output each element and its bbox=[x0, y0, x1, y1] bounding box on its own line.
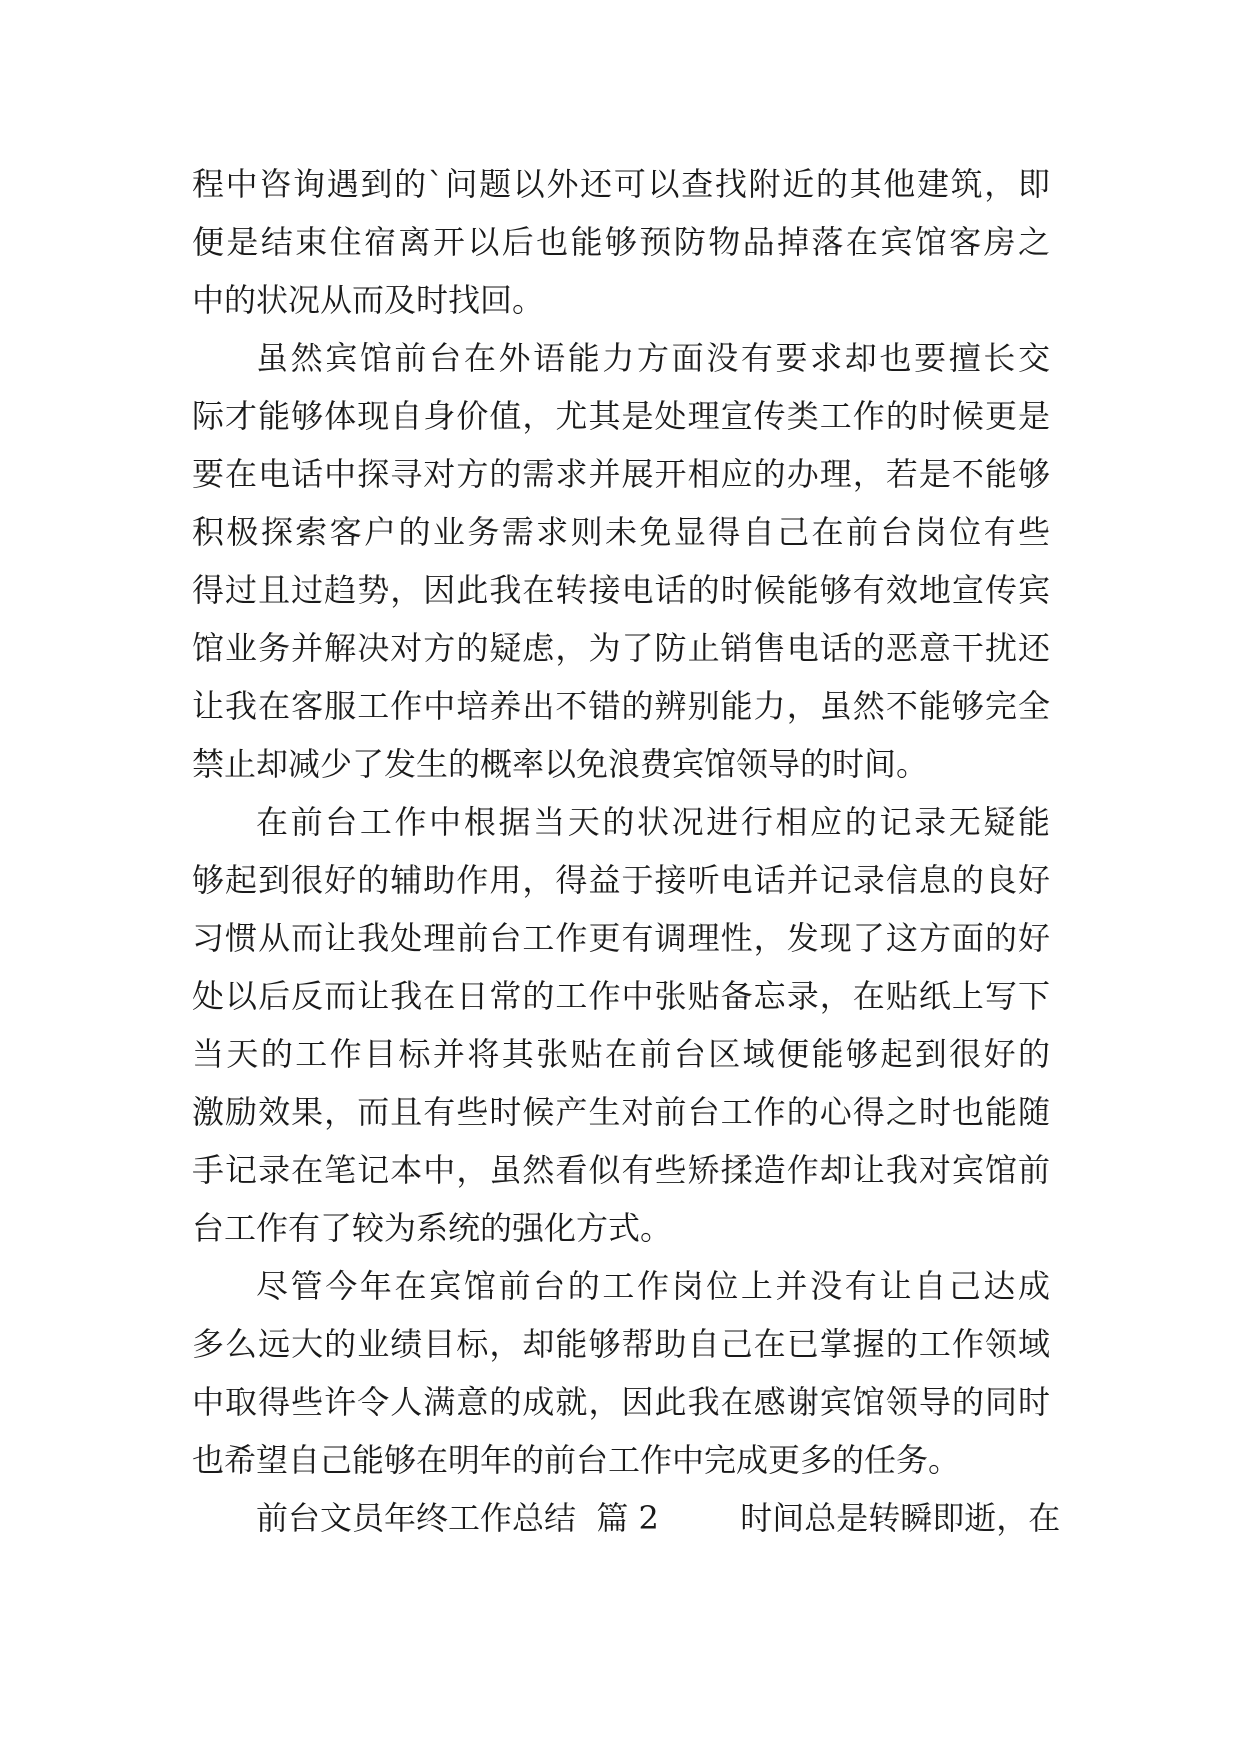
body-text-line: 中取得些许令人满意的成就，因此我在感谢宾馆领导的同时 bbox=[192, 1383, 1050, 1421]
body-text-line: 要在电话中探寻对方的需求并展开相应的办理，若是不能够 bbox=[192, 455, 1050, 493]
body-text-line: 中的状况从而及时找回。 bbox=[192, 281, 545, 319]
body-text-line: 馆业务并解决对方的疑虑，为了防止销售电话的恶意干扰还 bbox=[192, 629, 1050, 667]
body-text-line: 多么远大的业绩目标，却能够帮助自己在已掌握的工作领域 bbox=[192, 1325, 1050, 1363]
paragraph-first-line: 尽管今年在宾馆前台的工作岗位上并没有让自己达成 bbox=[256, 1267, 1050, 1305]
body-text-line: 得过且过趋势，因此我在转接电话的时候能够有效地宣传宾 bbox=[192, 571, 1050, 609]
body-text-line: 处以后反而让我在日常的工作中张贴备忘录，在贴纸上写下 bbox=[192, 977, 1050, 1015]
body-text-line: 禁止却减少了发生的概率以免浪费宾馆领导的时间。 bbox=[192, 745, 929, 783]
body-text-line: 积极探索客户的业务需求则未免显得自己在前台岗位有些 bbox=[192, 513, 1050, 551]
body-text-line: 够起到很好的辅助作用，得益于接听电话并记录信息的良好 bbox=[192, 861, 1050, 899]
body-text-line: 台工作有了较为系统的强化方式。 bbox=[192, 1209, 673, 1247]
body-text-line: 让我在客服工作中培养出不错的辨别能力，虽然不能够完全 bbox=[192, 687, 1050, 725]
body-text-line: 习惯从而让我处理前台工作更有调理性，发现了这方面的好 bbox=[192, 919, 1050, 957]
body-text-line: 激励效果，而且有些时候产生对前台工作的心得之时也能随 bbox=[192, 1093, 1050, 1131]
body-text-line: 手记录在笔记本中，虽然看似有些矫揉造作却让我对宾馆前 bbox=[192, 1151, 1050, 1189]
paragraph-first-line: 虽然宾馆前台在外语能力方面没有要求却也要擅长交 bbox=[256, 339, 1050, 377]
body-text-line: 也希望自己能够在明年的前台工作中完成更多的任务。 bbox=[192, 1441, 961, 1479]
body-text-line: 程中咨询遇到的`问题以外还可以查找附近的其他建筑，即 bbox=[192, 165, 1050, 203]
body-text-line: 便是结束住宿离开以后也能够预防物品掉落在宾馆客房之 bbox=[192, 223, 1050, 261]
body-text-line: 当天的工作目标并将其张贴在前台区域便能够起到很好的 bbox=[192, 1035, 1050, 1073]
body-text-line: 际才能够体现自身价值，尤其是处理宣传类工作的时候更是 bbox=[192, 397, 1050, 435]
section-heading-line: 前台文员年终工作总结 篇 2 时间总是转瞬即逝，在 bbox=[256, 1499, 1061, 1537]
paragraph-first-line: 在前台工作中根据当天的状况进行相应的记录无疑能 bbox=[256, 803, 1050, 841]
